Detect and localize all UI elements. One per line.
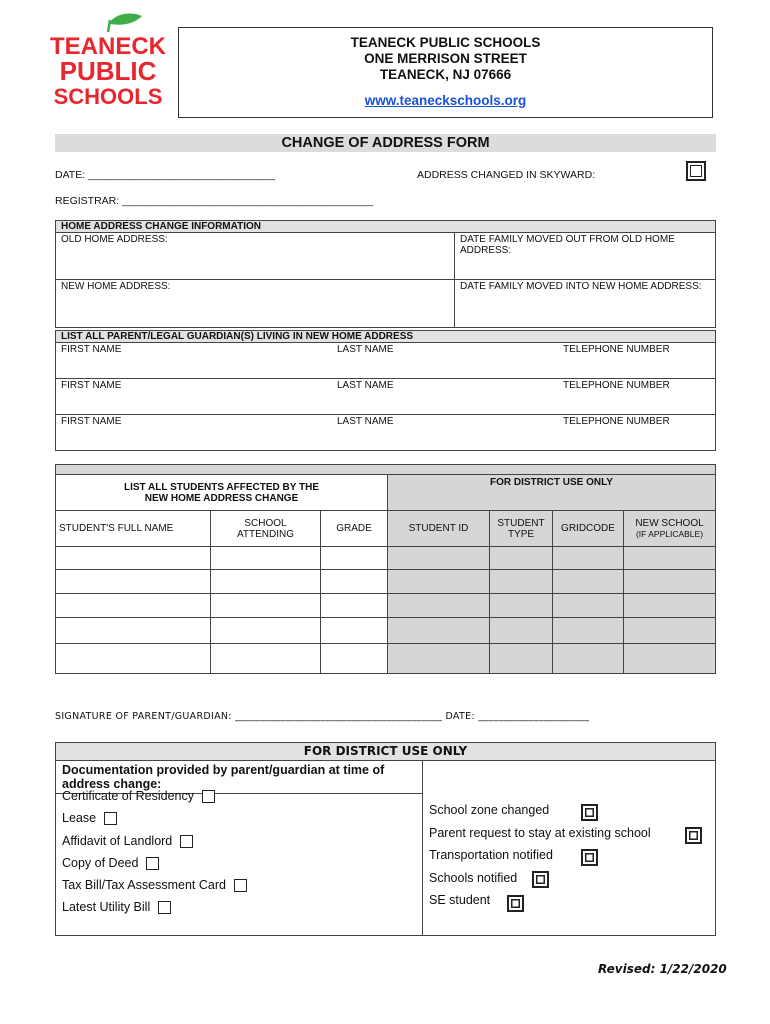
student-row (56, 547, 716, 570)
type-cell (490, 644, 553, 674)
guardian-last-name[interactable]: LAST NAME (332, 379, 558, 415)
doc-checkbox[interactable] (180, 835, 193, 848)
col-school-line-1: SCHOOL (244, 517, 287, 529)
students-top-bar (56, 465, 716, 475)
doc-checkbox[interactable] (234, 879, 247, 892)
col-student-name: STUDENT'S FULL NAME (56, 511, 211, 547)
col-type-line-2: TYPE (507, 528, 535, 540)
school-logo (49, 12, 167, 122)
school-cell[interactable] (211, 618, 321, 644)
new-school-cell (624, 594, 716, 618)
col-student-id: STUDENT ID (388, 511, 490, 547)
students-table (55, 464, 716, 674)
documentation-heading: Documentation provided by parent/guardian at time of address change: (56, 761, 422, 794)
student-row (56, 618, 716, 644)
student-name-cell[interactable] (56, 547, 211, 570)
school-cell[interactable] (211, 570, 321, 594)
col-gridcode: GRIDCODE (553, 511, 624, 547)
check-parent-request-checkbox[interactable] (685, 827, 702, 844)
guardian-phone[interactable]: TELEPHONE NUMBER (558, 415, 716, 451)
check-transportation-label: Transportation notified (429, 848, 553, 862)
doc-label: Tax Bill/Tax Assessment Card (62, 878, 226, 892)
header-line-1: TEANECK PUBLIC SCHOOLS (350, 35, 541, 50)
guardian-first-name[interactable]: FIRST NAME (56, 343, 333, 379)
new-school-cell (624, 618, 716, 644)
type-cell (490, 570, 553, 594)
registrar-field[interactable]: REGISTRAR: ___________________________________________ (55, 195, 374, 207)
col-new-school (624, 511, 716, 547)
guardians-heading: LIST ALL PARENT/LEGAL GUARDIAN(S) LIVING IN NEW HOME ADDRESS (56, 331, 716, 343)
check-schools-notified-label: Schools notified (429, 871, 518, 885)
col-school-attending (211, 511, 321, 547)
guardian-first-name[interactable]: FIRST NAME (56, 415, 333, 451)
guardian-phone[interactable]: TELEPHONE NUMBER (558, 343, 716, 379)
student-id-cell (388, 547, 490, 570)
doc-label: Certificate of Residency (62, 789, 195, 803)
school-cell[interactable] (211, 594, 321, 618)
check-school-zone-checkbox[interactable] (581, 804, 598, 821)
gridcode-cell (553, 618, 624, 644)
student-name-cell[interactable] (56, 594, 211, 618)
gridcode-cell (553, 547, 624, 570)
student-name-cell[interactable] (56, 644, 211, 674)
doc-checkbox[interactable] (104, 812, 117, 825)
logo-line-2: PUBLIC (59, 56, 157, 86)
old-address-field[interactable]: OLD HOME ADDRESS: (56, 233, 455, 280)
student-id-cell (388, 644, 490, 674)
form-title: CHANGE OF ADDRESS FORM (55, 134, 716, 152)
date-moved-in-field[interactable]: DATE FAMILY MOVED INTO NEW HOME ADDRESS: (455, 280, 716, 328)
grade-cell[interactable] (321, 594, 388, 618)
student-id-cell (388, 570, 490, 594)
doc-checkbox[interactable] (202, 790, 215, 803)
check-school-zone-label: School zone changed (429, 803, 550, 817)
revised-date: Revised: 1/22/2020 (598, 962, 727, 976)
skyward-label: ADDRESS CHANGED IN SKYWARD: (417, 169, 596, 181)
new-school-cell (624, 547, 716, 570)
col-school-line-2: ATTENDING (236, 528, 295, 540)
doc-certificate-of-residency (62, 789, 215, 803)
doc-checkbox[interactable] (158, 901, 171, 914)
doc-label: Latest Utility Bill (62, 900, 151, 914)
doc-label: Lease (62, 811, 97, 825)
student-name-cell[interactable] (56, 618, 211, 644)
new-school-cell (624, 644, 716, 674)
guardian-last-name[interactable]: LAST NAME (332, 415, 558, 451)
students-heading-line-1: LIST ALL STUDENTS AFFECTED BY THE (123, 481, 319, 493)
guardian-row (56, 379, 716, 415)
doc-affidavit-of-landlord (62, 834, 193, 848)
header-line-2: ONE MERRISON STREET (364, 51, 527, 66)
col-new-school-line-2: (IF APPLICABLE) (635, 529, 704, 539)
student-name-cell[interactable] (56, 570, 211, 594)
guardians-section (55, 330, 716, 451)
check-parent-request-label: Parent request to stay at existing school (429, 826, 651, 840)
district-use-bottom-heading: FOR DISTRICT USE ONLY (56, 743, 716, 761)
date-moved-out-field[interactable]: DATE FAMILY MOVED OUT FROM OLD HOME ADDRESS: (455, 233, 716, 280)
doc-checkbox[interactable] (146, 857, 159, 870)
date-field[interactable]: DATE: ________________________________ (55, 169, 275, 181)
type-cell (490, 594, 553, 618)
school-header (178, 27, 713, 118)
check-se-student-checkbox[interactable] (507, 895, 524, 912)
students-heading-line-2: NEW HOME ADDRESS CHANGE (144, 492, 299, 504)
students-heading (56, 475, 388, 511)
type-cell (490, 618, 553, 644)
guardian-row (56, 343, 716, 379)
guardian-last-name[interactable]: LAST NAME (332, 343, 558, 379)
gridcode-cell (553, 570, 624, 594)
check-se-student-label: SE student (429, 893, 491, 907)
col-type-line-1: STUDENT (497, 517, 545, 529)
home-address-heading: HOME ADDRESS CHANGE INFORMATION (56, 221, 716, 233)
school-cell[interactable] (211, 547, 321, 570)
apple-logo-icon (49, 12, 167, 122)
signature-line[interactable]: SIGNATURE OF PARENT/GUARDIAN: _________________________________________ DATE: ______________________ (55, 711, 590, 722)
website-link[interactable]: www.teaneckschools.org (364, 93, 527, 108)
student-row (56, 570, 716, 594)
new-address-field[interactable]: NEW HOME ADDRESS: (56, 280, 455, 328)
school-cell[interactable] (211, 644, 321, 674)
doc-label: Copy of Deed (62, 856, 139, 870)
doc-latest-utility-bill (62, 900, 171, 914)
grade-cell[interactable] (321, 547, 388, 570)
doc-lease (62, 811, 117, 825)
guardian-phone[interactable]: TELEPHONE NUMBER (558, 379, 716, 415)
logo-line-3: SCHOOLS (53, 84, 163, 109)
guardian-first-name[interactable]: FIRST NAME (56, 379, 333, 415)
gridcode-cell (553, 594, 624, 618)
check-transportation-checkbox[interactable] (581, 849, 598, 866)
logo-line-1: TEANECK (49, 33, 167, 60)
home-address-section (55, 220, 716, 328)
student-id-cell (388, 618, 490, 644)
new-school-cell (624, 570, 716, 594)
doc-label: Affidavit of Landlord (62, 834, 173, 848)
grade-cell[interactable] (321, 618, 388, 644)
grade-cell[interactable] (321, 570, 388, 594)
gridcode-cell (553, 644, 624, 674)
col-student-type (490, 511, 553, 547)
student-id-cell (388, 594, 490, 618)
student-row (56, 644, 716, 674)
col-grade: GRADE (321, 511, 388, 547)
district-use-heading: FOR DISTRICT USE ONLY (388, 475, 716, 511)
check-schools-notified-checkbox[interactable] (532, 871, 549, 888)
type-cell (490, 547, 553, 570)
student-row (56, 594, 716, 618)
grade-cell[interactable] (321, 644, 388, 674)
doc-tax-bill (62, 878, 247, 892)
doc-copy-of-deed (62, 856, 159, 870)
guardian-row (56, 415, 716, 451)
header-line-3: TEANECK, NJ 07666 (379, 67, 512, 82)
col-new-school-line-1: NEW SCHOOL (635, 518, 704, 529)
skyward-checkbox[interactable] (686, 161, 706, 181)
